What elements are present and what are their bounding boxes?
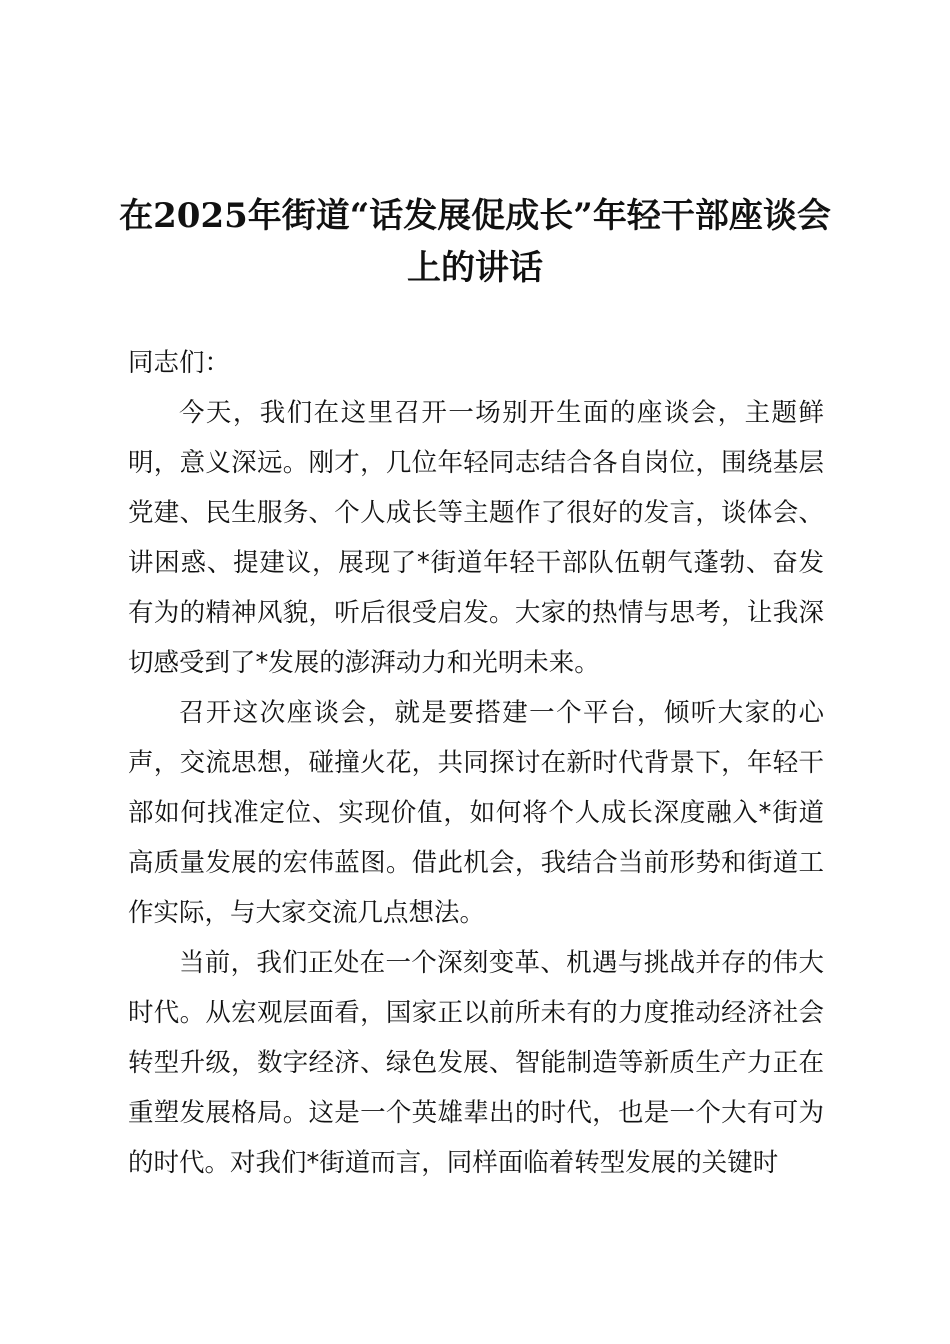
document-body [128, 338, 824, 1188]
salutation: 同志们： [128, 348, 231, 378]
paragraph: 召开这次座谈会，就是要搭建一个平台，倾听大家的心声，交流思想，碰撞火花，共同探讨在新时代背景下，年轻干部如何找准定位、实现价值，如何将个人成长深度融入*街道高质量发展的宏伟蓝图。借此机会，我结合当前形势和街道工作实际，与大家交流几点想法。 [128, 698, 824, 928]
paragraph: 当前，我们正处在一个深刻变革、机遇与挑战并存的伟大时代。从宏观层面看，国家正以前所未有的力度推动经济社会转型升级，数字经济、绿色发展、智能制造等新质生产力正在重塑发展格局。这是一个英雄辈出的时代，也是一个大有可为的时代。对我们*街道而言，同样面临着转型发展的关键时 [128, 948, 824, 1178]
document-title: 在2025年街道“话发展促成长”年轻干部座谈会上的讲话 [119, 196, 831, 288]
paragraph: 今天，我们在这里召开一场别开生面的座谈会，主题鲜明，意义深远。刚才，几位年轻同志结合各自岗位，围绕基层党建、民生服务、个人成长等主题作了很好的发言，谈体会、讲困惑、提建议，展现了*街道年轻干部队伍朝气蓬勃、奋发有为的精神风貌，听后很受启发。大家的热情与思考，让我深切感受到了*发展的澎湃动力和光明未来。 [128, 398, 824, 678]
